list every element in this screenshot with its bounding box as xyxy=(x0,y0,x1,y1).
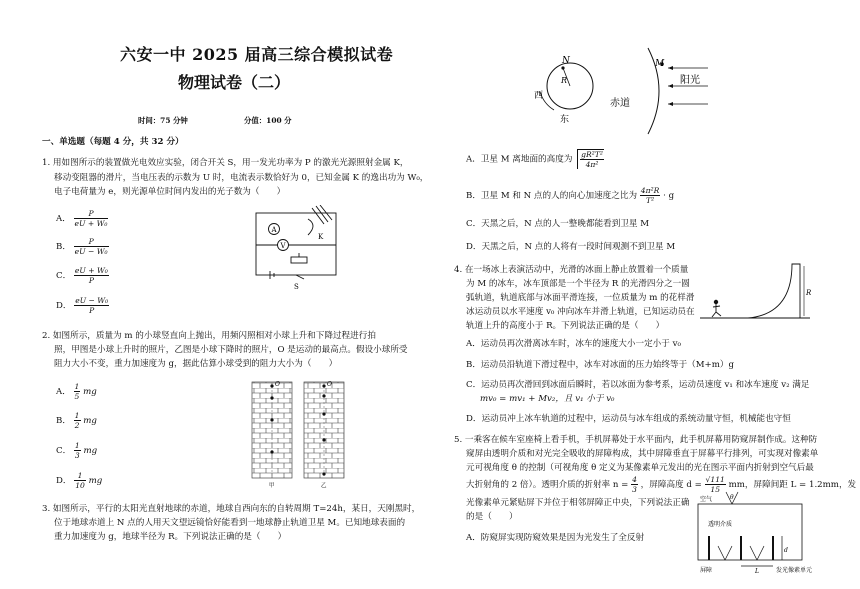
q5-privacy-screen-diagram xyxy=(696,490,824,574)
q3-option-b: B．卫星 M 和 N 点的人的向心加速度之比为 $\frac{\text{4π²R}}{\text{T²}}$ · g xyxy=(466,186,675,205)
q4-option-b: B．运动员沿轨道下滑过程中，冰车对冰面的压力始终等于（M+m）g xyxy=(466,360,734,370)
barrier-2 xyxy=(740,536,742,560)
ice-cart xyxy=(748,264,800,318)
svg-text:东: 东 xyxy=(560,115,570,125)
q5-option-a: A．防窥屏实现防窥效果是因为光发生了全反射 xyxy=(466,533,645,543)
q2-line-1: 2. 如图所示，质量为 m 的小球竖直向上抛出，用频闪照相对小球上升和下降过程进行拍 xyxy=(42,331,376,341)
q4-option-c-line-2: mv₀ = mv₁ + Mv₂，且 v₁ 小于 v₀ xyxy=(480,394,615,404)
q2-line-3: 阻力大小不变，重力加速度为 g，据此估算小球受到的阻力大小为（ ） xyxy=(54,359,338,369)
svg-text:透明介质: 透明介质 xyxy=(708,521,733,528)
svg-text:乙: 乙 xyxy=(321,483,327,489)
q4-line-4: 冰运动员以水平速度 v₀ 冲向冰车并滑上轨道，已知运动员在 xyxy=(466,307,695,317)
q4-ice-cart-diagram xyxy=(700,258,812,322)
exam-title: 六安一中 2025 届高三综合模拟试卷 xyxy=(120,45,394,64)
q1-circuit-diagram xyxy=(246,205,346,293)
q5-line-2: 窥屏由透明介质和对光完全吸收的屏障构成，其中屏障垂直于屏幕平行排列，可实现对像素单 xyxy=(466,449,819,459)
exam-subtitle: 物理试卷（二） xyxy=(178,73,291,92)
q1-option-b: B． $\frac{P}{\text{eU − W₀}}$ xyxy=(56,237,108,256)
exam-time: 时间：75 分钟 xyxy=(138,116,188,125)
svg-text:O: O xyxy=(275,381,280,388)
q4-option-a: A．运动员再次滑离冰车时，冰车的速度大小一定小于 v₀ xyxy=(466,339,681,349)
q1-line-1: 1. 用如图所示的装置做光电效应实验，闭合开关 S，用一发光功率为 P 的激光光源照射金属 K， xyxy=(42,158,409,168)
svg-text:K: K xyxy=(318,233,324,241)
q2-option-b: B． $\frac{1}{2}$ mg xyxy=(56,411,97,430)
svg-text:R: R xyxy=(561,76,568,85)
q2-line-2: 照，甲图是小球上升时的照片，乙图是小球下降时的照片，O 是运动的最高点。假设小球所受 xyxy=(54,345,408,355)
q1-option-c: C． $\frac{\text{eU + W₀}}{P}$ xyxy=(56,266,108,285)
q4-line-5: 轨道上升的高度小于 R。下列说法正确的是（ ） xyxy=(466,321,665,331)
q1-line-3: 电子电荷量为 e，则光源单位时间内发出的光子数为（ ） xyxy=(54,187,286,197)
svg-text:发光像素单元: 发光像素单元 xyxy=(776,567,813,574)
q3-option-d: D．天黑之后，N 点的人将有一段时间观测不到卫星 M xyxy=(466,242,676,252)
q4-line-1: 4. 在一场冰上表演活动中，光滑的冰面上静止放置着一个质量 xyxy=(454,265,689,275)
q1-option-a: A． $\frac{P}{\text{eU + W₀}}$ xyxy=(56,209,108,228)
svg-text:M: M xyxy=(655,59,665,69)
q1-option-d: D． $\frac{\text{eU − W₀}}{P}$ xyxy=(56,296,109,315)
svg-text:R: R xyxy=(806,289,812,297)
q3-line-2: 位于地球赤道上 N 点的人用天文望远镜恰好能看到一地球静止轨道卫星 M。已知地球表面的 xyxy=(54,518,406,528)
svg-text:赤道: 赤道 xyxy=(610,98,630,109)
rheostat-icon xyxy=(291,257,307,263)
q3-line-3: 重力加速度为 g，地球半径为 R。下列说法正确的是（ ） xyxy=(54,532,287,542)
svg-text:空气: 空气 xyxy=(700,496,713,503)
svg-text:S: S xyxy=(294,283,299,291)
svg-text:O: O xyxy=(327,381,332,388)
svg-text:V: V xyxy=(280,242,286,250)
q4-line-2: 为 M 的冰车，冰车顶部是一个半径为 R 的光滑四分之一圆 xyxy=(466,279,690,289)
q5-line-4: 大折射角的 2 倍）。透明介质的折射率 n = $\frac{4}{3}$ ，屏障高度 d = $\frac{√111}{15}$ mm，屏障间距 L = 1.2mm，发 xyxy=(466,475,857,494)
q2-strobe-photo-diagram xyxy=(248,378,348,490)
q5-line-5: 光像素单元紧贴屏下并位于相邻屏障正中央，下列说法正确 xyxy=(466,498,690,508)
q4-line-3: 弧轨道，轨道底部与冰面平滑连接，一位质量为 m 的花样滑 xyxy=(466,293,695,303)
exam-score: 分值：100 分 xyxy=(244,116,292,125)
q3-option-a: A．卫星 M 离地面的高度为 $\frac{\text{gR²T²}}{\text{4π²}}$ xyxy=(466,150,603,169)
barrier-1 xyxy=(708,536,710,560)
section-heading: 一、单选题（每题 4 分，共 32 分） xyxy=(42,137,184,147)
q4-option-d: D．运动员冲上冰车轨道的过程中，运动员与冰车组成的系统动量守恒，机械能也守恒 xyxy=(466,414,791,424)
svg-text:d: d xyxy=(784,547,788,554)
svg-text:A: A xyxy=(271,226,277,234)
q5-line-3: 元可视角度 θ 的控制（可视角度 θ 定义为某像素单元发出的光在图示平面内折射到空气后最 xyxy=(466,463,814,473)
q3-option-c: C．天黑之后，N 点的人一整晚都能看到卫星 M xyxy=(466,219,650,229)
q2-option-a: A． $\frac{1}{5}$ mg xyxy=(56,382,97,401)
svg-text:N: N xyxy=(562,56,570,66)
svg-text:甲: 甲 xyxy=(269,483,275,489)
q3-earth-satellite-diagram xyxy=(530,46,710,136)
svg-text:西: 西 xyxy=(534,91,544,101)
q3-line-1: 3. 如图所示，平行的太阳光直射地球的赤道，地球自西向东的自转周期 T=24h，某日，天刚黑时， xyxy=(42,504,421,514)
q4-option-c-line-1: C．运动员再次滑回到冰面后瞬时，若以冰面为参考系，运动员速度 v₁ 和冰车速度 v₂ 满足 xyxy=(466,380,810,390)
svg-text:阳光: 阳光 xyxy=(680,75,700,86)
q5-line-1: 5. 一乘客在候车室座椅上看手机，手机屏幕处于水平面内，此手机屏幕用防窥屏制作成。这种防 xyxy=(454,435,818,445)
q5-line-6: 的是（ ） xyxy=(466,512,518,522)
q2-option-d: D． $\frac{1}{10}$ mg xyxy=(56,471,103,490)
skater-icon xyxy=(714,300,718,304)
q2-option-c: C． $\frac{1}{3}$ mg xyxy=(56,441,98,460)
svg-text:L: L xyxy=(755,568,759,574)
svg-text:θ: θ xyxy=(730,494,734,501)
barrier-3 xyxy=(772,536,774,560)
svg-text:屏障: 屏障 xyxy=(700,567,713,574)
q1-line-2: 移动变阻器的滑片，当电压表的示数为 U 时，电流表示数恰好为 0，已知金属 K 的逸出功为 W₀， xyxy=(54,173,429,183)
